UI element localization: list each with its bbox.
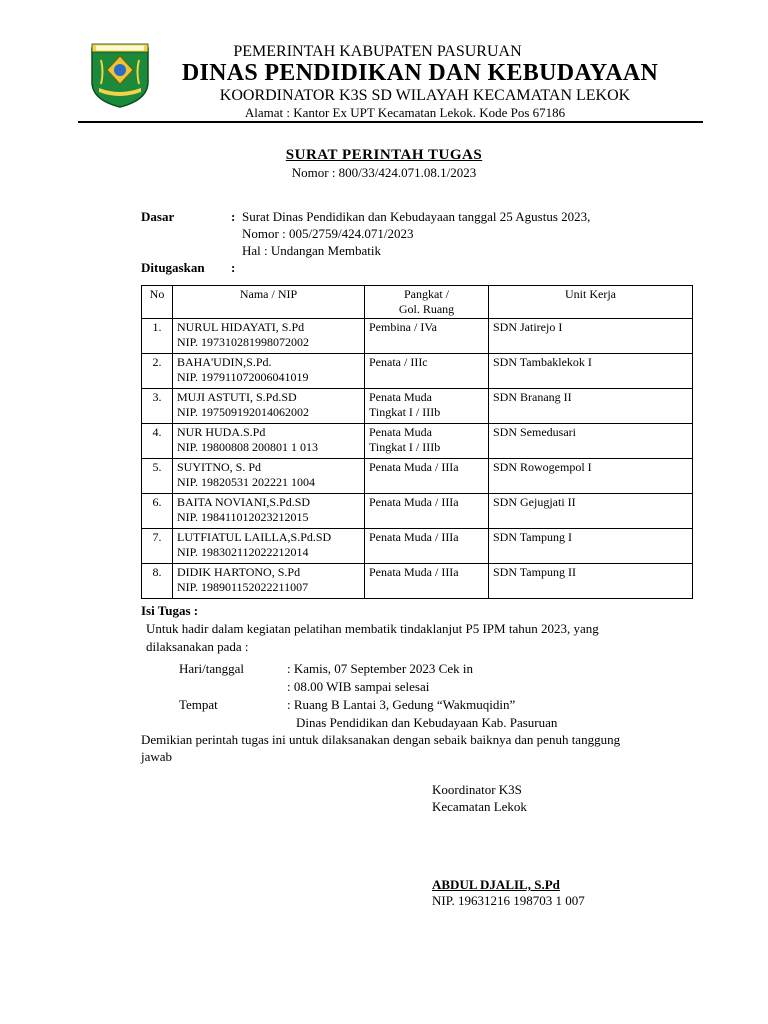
isi-tugas-line-1: Untuk hadir dalam kegiatan pelatihan membatik tindaklanjut P5 IPM tahun 2023, yang [146, 621, 599, 636]
dasar-colon: : [231, 209, 236, 224]
ditugaskan-label: Ditugaskan [141, 260, 205, 275]
row-unit-kerja: SDN Tambaklekok I [489, 354, 693, 389]
letterhead-address: Alamat : Kantor Ex UPT Kecamatan Lekok. Kode Pos 67186 [244, 105, 566, 120]
row-pangkat [365, 459, 489, 494]
row-nama: NURUL HIDAYATI, S.Pd [177, 320, 305, 334]
dasar-line-1: Surat Dinas Pendidikan dan Kebudayaan tanggal 25 Agustus 2023, [242, 209, 591, 224]
signature-role-1: Koordinator K3S [432, 782, 522, 797]
table-row [142, 354, 693, 389]
hari-value: : Kamis, 07 September 2023 Cek in [287, 661, 473, 676]
row-pangkat-line1: Pembina / IVa [369, 320, 437, 334]
row-pangkat [365, 389, 489, 424]
row-nama-nip [173, 459, 365, 494]
hari-label: Hari/tanggal [179, 661, 244, 676]
row-nama: DIDIK HARTONO, S.Pd [177, 565, 301, 579]
row-nama: MUJI ASTUTI, S.Pd.SD [177, 390, 297, 404]
row-nama-nip [173, 389, 365, 424]
table-header-row [142, 286, 693, 319]
header-pangkat [365, 286, 489, 319]
row-unit-kerja: SDN Jatirejo I [489, 319, 693, 354]
closing-line-1: Demikian perintah tugas ini untuk dilaksanakan dengan sebaik baiknya dan penuh tanggung [141, 732, 621, 747]
header-pangkat-line1: Pangkat / [404, 287, 449, 301]
table-row [142, 529, 693, 564]
row-nama-nip [173, 424, 365, 459]
document-number: Nomor : 800/33/424.071.08.1/2023 [291, 165, 477, 180]
row-unit-kerja: SDN Tampung I [489, 529, 693, 564]
row-no: 3. [142, 389, 173, 424]
row-unit-kerja: SDN Rowogempol I [489, 459, 693, 494]
row-unit-kerja: SDN Tampung II [489, 564, 693, 599]
signature-role-2: Kecamatan Lekok [432, 799, 527, 814]
row-nama-nip [173, 354, 365, 389]
row-pangkat-line1: Penata Muda / IIIa [369, 460, 459, 474]
row-unit-kerja: SDN Semedusari [489, 424, 693, 459]
letterhead-coordinator: KOORDINATOR K3S SD WILAYAH KECAMATAN LEKOK [219, 87, 631, 104]
kabupaten-pasuruan-logo [89, 42, 151, 108]
row-nama: BAHA'UDIN,S.Pd. [177, 355, 272, 369]
header-nama: Nama / NIP [173, 286, 365, 319]
dasar-line-2: Nomor : 005/2759/424.071/2023 [242, 226, 414, 241]
row-nip: NIP. 198901152022211007 [177, 580, 309, 594]
row-pangkat-line1: Penata Muda [369, 390, 432, 404]
dasar-line-3: Hal : Undangan Membatik [242, 243, 381, 258]
document-title: SURAT PERINTAH TUGAS [285, 147, 483, 163]
closing-line-2: jawab [141, 749, 173, 764]
row-pangkat-line2: Tingkat I / IIIb [369, 440, 441, 454]
table-row [142, 424, 693, 459]
row-nip: NIP. 197911072006041019 [177, 370, 309, 384]
row-nama-nip [173, 529, 365, 564]
row-no: 6. [142, 494, 173, 529]
table-row [142, 389, 693, 424]
row-nip: NIP. 19800808 200801 1 013 [177, 440, 319, 454]
letterhead-government: PEMERINTAH KABUPATEN PASURUAN [233, 43, 522, 60]
row-unit-kerja: SDN Gejugjati II [489, 494, 693, 529]
row-pangkat-line1: Penata Muda / IIIa [369, 565, 459, 579]
row-pangkat-line1: Penata Muda [369, 425, 432, 439]
row-nama: NUR HUDA.S.Pd [177, 425, 266, 439]
header-unit: Unit Kerja [489, 286, 693, 319]
row-nama-nip [173, 494, 365, 529]
row-nama: LUTFIATUL LAILLA,S.Pd.SD [177, 530, 332, 544]
row-no: 2. [142, 354, 173, 389]
row-nama-nip [173, 319, 365, 354]
letterhead-agency: DINAS PENDIDIKAN DAN KEBUDAYAAN [181, 60, 659, 86]
header-pangkat-line2: Gol. Ruang [398, 302, 455, 316]
row-pangkat-line1: Penata / IIIc [369, 355, 428, 369]
row-pangkat [365, 354, 489, 389]
letterhead-divider [78, 121, 703, 123]
assignment-table [141, 285, 693, 599]
table-row [142, 319, 693, 354]
row-no: 5. [142, 459, 173, 494]
dasar-label: Dasar [141, 209, 175, 224]
row-pangkat-line1: Penata Muda / IIIa [369, 495, 459, 509]
row-pangkat [365, 564, 489, 599]
row-pangkat [365, 424, 489, 459]
row-nip: NIP. 19820531 202221 1004 [177, 475, 316, 489]
row-nip: NIP. 197310281998072002 [177, 335, 310, 349]
row-pangkat [365, 494, 489, 529]
tempat-value: : Ruang B Lantai 3, Gedung “Wakmuqidin” [287, 697, 516, 712]
tempat-label: Tempat [179, 697, 218, 712]
table-row [142, 494, 693, 529]
isi-tugas-label: Isi Tugas : [141, 603, 199, 618]
row-no: 8. [142, 564, 173, 599]
row-nip: NIP. 198411012023212015 [177, 510, 309, 524]
row-nama: BAITA NOVIANI,S.Pd.SD [177, 495, 311, 509]
tempat-value-2: Dinas Pendidikan dan Kebudayaan Kab. Pasuruan [296, 715, 558, 730]
row-pangkat-line2: Tingkat I / IIIb [369, 405, 441, 419]
header-no: No [142, 286, 173, 319]
row-no: 1. [142, 319, 173, 354]
row-unit-kerja: SDN Branang II [489, 389, 693, 424]
table-row [142, 459, 693, 494]
row-nip: NIP. 197509192014062002 [177, 405, 310, 419]
row-pangkat [365, 319, 489, 354]
row-no: 7. [142, 529, 173, 564]
table-row [142, 564, 693, 599]
signatory-name: ABDUL DJALIL, S.Pd [432, 877, 560, 892]
isi-tugas-line-2: dilaksanakan pada : [146, 639, 249, 654]
signatory-nip: NIP. 19631216 198703 1 007 [432, 893, 585, 908]
jam-value: : 08.00 WIB sampai selesai [287, 679, 430, 694]
row-pangkat [365, 529, 489, 564]
row-pangkat-line1: Penata Muda / IIIa [369, 530, 459, 544]
row-nip: NIP. 198302112022212014 [177, 545, 309, 559]
row-nama-nip [173, 564, 365, 599]
row-no: 4. [142, 424, 173, 459]
row-nama: SUYITNO, S. Pd [177, 460, 262, 474]
ditugaskan-colon: : [231, 260, 236, 275]
